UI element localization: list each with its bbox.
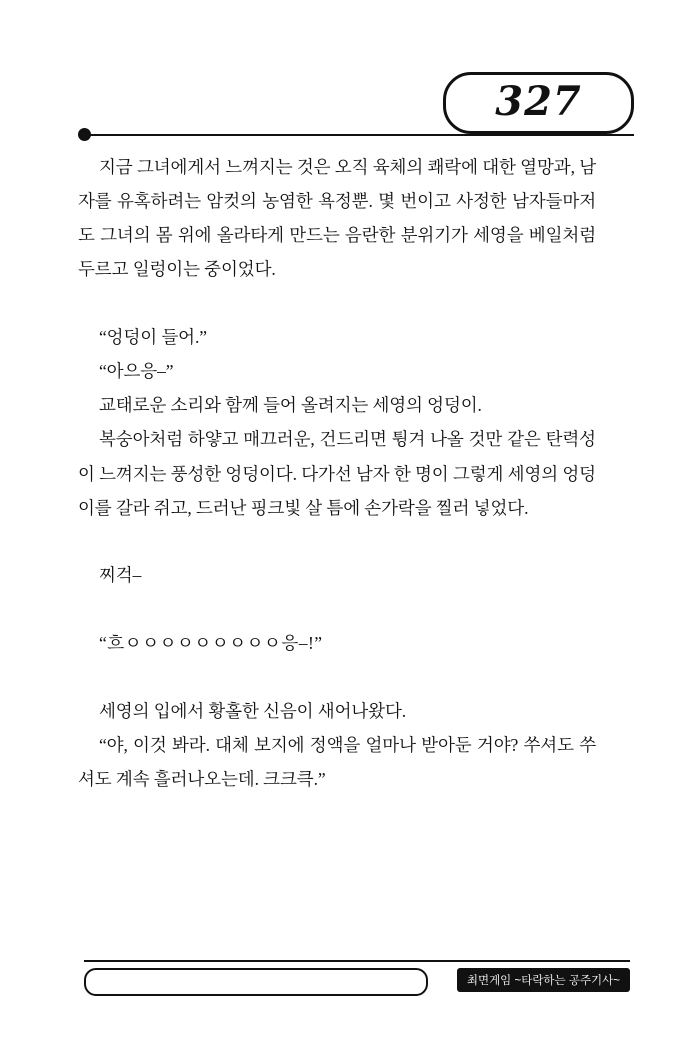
body-paragraph: “아으응–” (99, 361, 174, 382)
body-paragraph: “엉덩이 들어.” (99, 327, 207, 348)
body-paragraph: 복숭아처럼 하얗고 매끄러운, 건드리면 튕겨 나올 것만 같은 탄력성이 느껴지는 풍성한 엉덩이다. 다가선 남자 한 명이 그렇게 세영의 엉덩이를 갈라 쥐고, 드러난 핑크빛 살 틈에 손가락을 찔러 넣었다. (78, 429, 596, 518)
page-header (0, 72, 674, 142)
body-paragraph: 교태로운 소리와 함께 들어 올려지는 세영의 엉덩이. (99, 395, 482, 416)
header-divider-line (88, 134, 634, 136)
footer-blank-capsule (84, 968, 428, 996)
footer-divider-line (84, 960, 630, 962)
body-paragraph: 세영의 입에서 황홀한 신음이 새어나왔다. (99, 700, 407, 721)
body-paragraph: 찌걱– (99, 565, 142, 586)
page-body-text (78, 150, 596, 796)
page-number-badge (443, 72, 634, 134)
page-footer (0, 960, 674, 1006)
body-paragraph: 지금 그녀에게서 느껴지는 것은 오직 육체의 쾌락에 대한 열망과, 남자를 유혹하려는 암컷의 농염한 욕정뿐. 몇 번이고 사정한 남자들마저도 그녀의 몸 위에 올라타게 만드는 음란한 분위기가 세영을 베일처럼 두르고 일렁이는 중이었다. (78, 157, 596, 280)
body-paragraph: “흐ㅇㅇㅇㅇㅇㅇㅇㅇㅇ응–!” (99, 633, 323, 654)
body-paragraph: “야, 이것 봐라. 대체 보지에 정액을 얼마나 받아둔 거야? 쑤셔도 쑤셔도 계속 흘러나오는데. 크크큭.” (78, 735, 596, 790)
page-number: 327 (495, 78, 582, 125)
series-title-label: 최면게임 ~타락하는 공주기사~ (457, 968, 630, 992)
